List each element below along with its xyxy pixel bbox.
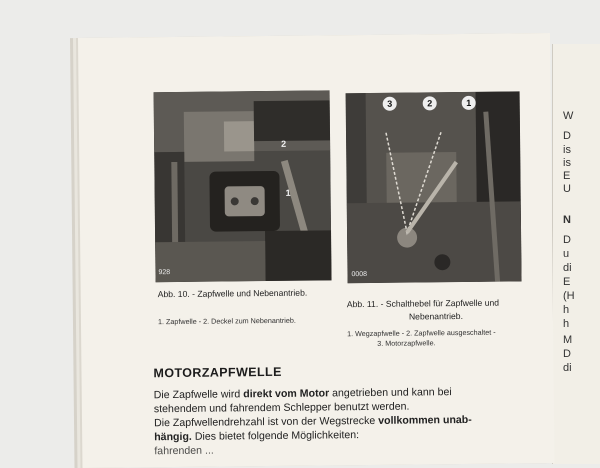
section-heading: MOTORZAPFWELLE xyxy=(153,364,282,381)
facing-page-text: U xyxy=(563,183,571,195)
figure-11-caption-line1: Abb. 11. - Schalthebel für Zapfwelle und xyxy=(346,297,500,310)
facing-page-text: W xyxy=(563,110,574,122)
figure-10-legend: 1. Zapfwelle - 2. Deckel zum Nebenantrieb. xyxy=(157,315,296,327)
facing-page-text: di xyxy=(563,362,572,374)
facing-page-text: D xyxy=(563,234,571,246)
body-line-4: hängig. Dies bietet folgende Möglichkeiten: xyxy=(154,429,360,444)
figure-10-callout-1: 1 xyxy=(285,187,291,198)
facing-page-text: M xyxy=(563,334,573,346)
facing-page-text: h xyxy=(563,318,570,330)
figure-11-callout-1: 1 xyxy=(462,96,476,110)
figure-11-callout-2: 2 xyxy=(423,96,437,110)
facing-page-text: D xyxy=(563,130,571,142)
body-line-2: stehendem und fahrendem Schlepper benutzt werden. xyxy=(153,400,410,416)
figure-10-caption: Abb. 10. - Zapfwelle und Nebenantrieb. xyxy=(157,287,308,300)
facing-page-text: N xyxy=(563,214,571,226)
facing-page-text: h xyxy=(563,304,570,316)
facing-page-text: (H xyxy=(563,290,575,302)
facing-page-text: is xyxy=(563,157,571,169)
figure-10-corner-code: 928 xyxy=(158,269,171,277)
figure-11-callout-3: 3 xyxy=(383,97,397,111)
facing-page-text: E xyxy=(563,170,571,182)
body-line-3: Die Zapfwellendrehzahl ist von der Wegstrecke vollkommen unab- xyxy=(153,413,472,430)
facing-page xyxy=(552,44,600,464)
figure-11-legend-line1: 1. Wegzapfwelle - 2. Zapfwelle ausgeschaltet - xyxy=(347,327,496,339)
figure-11-photo xyxy=(346,91,522,283)
body-line-1: Die Zapfwelle wird direkt vom Motor angetrieben und kann bei xyxy=(153,386,452,402)
figure-10-photo xyxy=(154,90,332,282)
figure-11-corner-code: 0008 xyxy=(351,270,368,279)
facing-page-text: di xyxy=(563,262,572,274)
figure-11-legend-line2: 3. Motorzapfwelle. xyxy=(377,338,436,348)
facing-page-text: is xyxy=(563,144,571,156)
body-line-5: fahrenden ... xyxy=(154,444,214,458)
figure-10-callout-2: 2 xyxy=(281,138,287,149)
facing-page-text: u xyxy=(563,248,570,260)
facing-page-text: E xyxy=(563,276,571,288)
book-page xyxy=(78,33,554,468)
facing-page-text: D xyxy=(563,348,571,360)
figure-11-caption-line2: Nebenantrieb. xyxy=(408,310,463,322)
